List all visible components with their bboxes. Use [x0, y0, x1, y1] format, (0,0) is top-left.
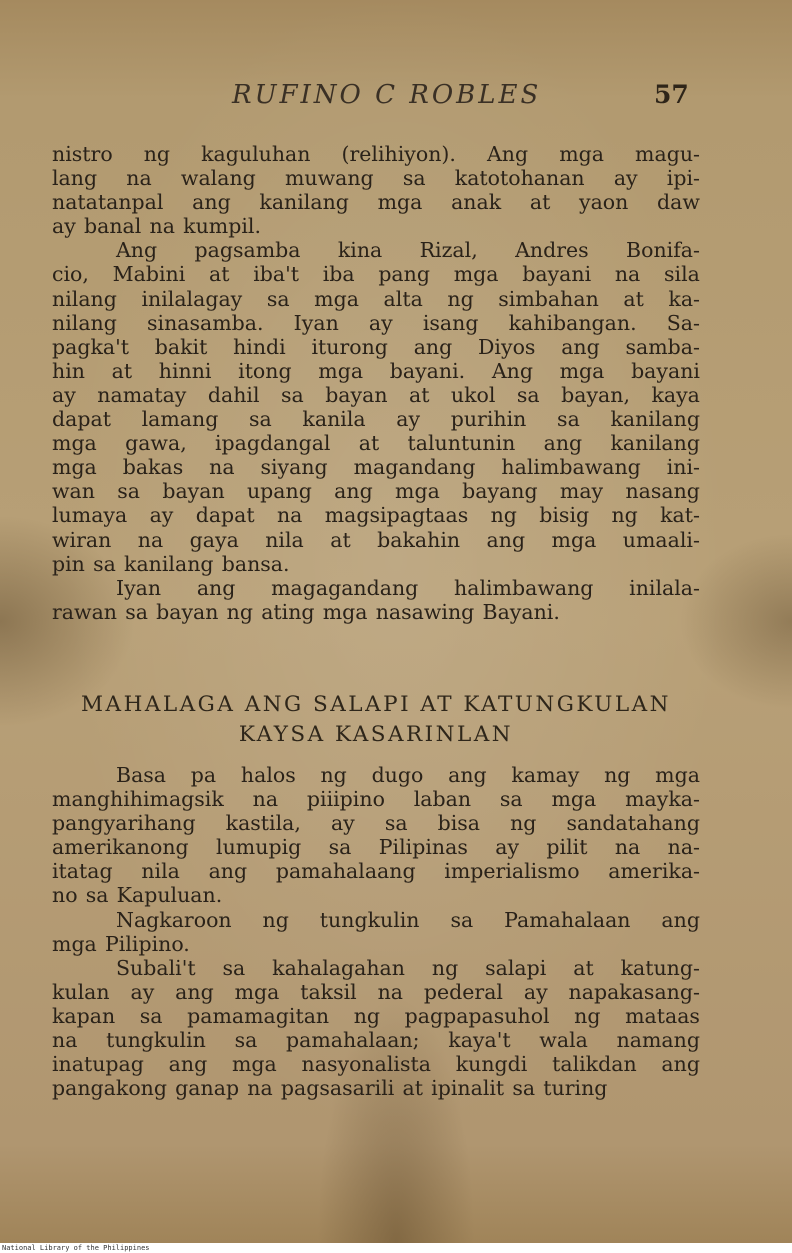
text-line: lumaya ay dapat na magsipagtaas ng bisig ng kat-	[52, 503, 700, 528]
text-line: mga Pilipino.	[52, 931, 190, 956]
text-line: cio, Mabini at iba't iba pang mga bayani na sila	[52, 262, 700, 287]
text-line: Ang pagsamba kina Rizal, Andres Bonifa-	[116, 238, 700, 263]
text-line: nilang inilalagay sa mga alta ng simbahan at ka-	[52, 286, 700, 311]
text-line: wiran na gaya nila at bakahin ang mga umaali-	[52, 527, 700, 552]
text-line: ay banal na kumpil.	[52, 214, 261, 239]
text-line: mga bakas na siyang magandang halimbawang ini-	[52, 455, 700, 480]
text-line: pangakong ganap na pagsasarili at ipinalit sa turing	[52, 1076, 608, 1101]
text-line: pangyarihang kastila, ay sa bisa ng sandatahang	[52, 811, 700, 836]
text-line: amerikanong lumupig sa Pilipinas ay pilit na na-	[52, 835, 700, 860]
text-line: Nagkaroon ng tungkulin sa Pamahalaan ang	[116, 907, 700, 932]
text-line: na tungkulin sa pamahalaan; kaya't wala namang	[52, 1028, 700, 1053]
text-line: kulan ay ang mga taksil na pederal ay napakasang-	[52, 979, 700, 1004]
text-line: Basa pa halos ng dugo ang kamay ng mga	[116, 763, 700, 787]
text-line: nilang sinasamba. Iyan ay isang kahibangan. Sa-	[52, 310, 700, 335]
text-line: no sa Kapuluan.	[52, 883, 223, 908]
text-line: wan sa bayan upang ang mga bayang may nasang	[52, 479, 700, 504]
text-line: ay namatay dahil sa bayan at ukol sa bayan, kaya	[52, 382, 700, 407]
text-line: lang na walang muwang sa katotohanan ay ipi-	[52, 166, 700, 191]
text-line: manghihimagsik na piiipino laban sa mga mayka-	[52, 787, 700, 812]
text-line: kapan sa pamamagitan ng pagpapasuhol ng mataas	[52, 1003, 700, 1028]
text-line: hin at hinni itong mga bayani. Ang mga bayani	[52, 358, 700, 383]
body-text-top	[52, 142, 700, 624]
body-text-bottom	[52, 763, 700, 1100]
text-line: inatupag ang mga nasyonalista kungdi talikdan ang	[52, 1052, 700, 1077]
text-line: pagka't bakit hindi iturong ang Diyos ang samba-	[52, 334, 700, 359]
text-line: natatanpal ang kanilang mga anak at yaon daw	[52, 190, 700, 215]
scan-credit: National Library of the Philippines	[2, 1244, 150, 1252]
text-line: rawan sa bayan ng ating mga nasawing Bayani.	[52, 599, 560, 624]
text-line: mga gawa, ipagdangal at taluntunin ang kanilang	[52, 431, 700, 456]
running-head: RUFINO C ROBLES	[232, 80, 542, 110]
text-line: itatag nila ang pamahalaang imperialismo amerika-	[52, 859, 700, 884]
text-line: Iyan ang magagandang halimbawang inilala-	[116, 575, 700, 600]
text-line: nistro ng kaguluhan (relihiyon). Ang mga magu-	[52, 142, 700, 166]
text-line: Subali't sa kahalagahan ng salapi at katung-	[116, 955, 700, 980]
page-number: 57	[654, 80, 689, 109]
text-line: dapat lamang sa kanila ay purihin sa kanilang	[52, 407, 700, 432]
text-line: pin sa kanilang bansa.	[52, 551, 290, 576]
section-heading-line-1: MAHALAGA ANG SALAPI AT KATUNGKULAN	[81, 692, 671, 717]
section-heading-line-2: KAYSA KASARINLAN	[238, 722, 514, 747]
